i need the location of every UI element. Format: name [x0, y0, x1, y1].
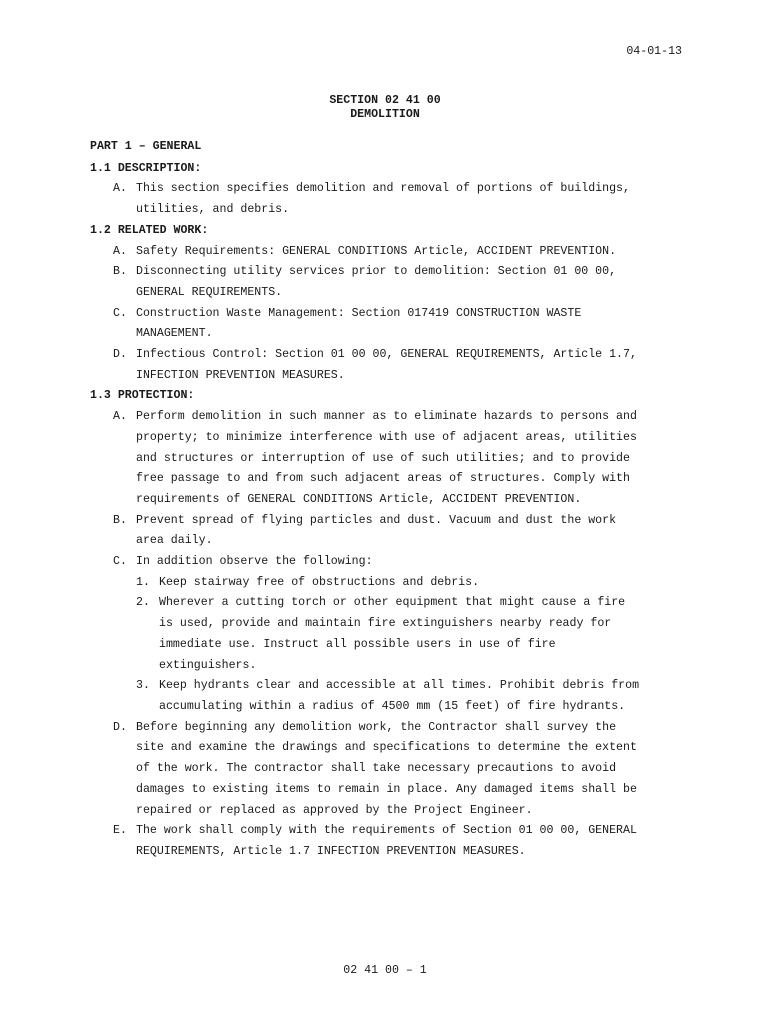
- item-label: D.: [113, 348, 127, 362]
- item-label: D.: [113, 720, 127, 734]
- item-label: B.: [113, 265, 127, 279]
- section-title: DEMOLITION: [350, 108, 420, 121]
- item-text: Before beginning any demolition work, the Contractor shall survey the site and examine the drawings and specifications to determine the extent of the work. The contractor shall take necessary precautions to avoid damages to existing items to remain in place. Any damaged items shall be repaired or replaced as approved by the Project Engineer.: [136, 720, 637, 817]
- part-heading: PART 1 – GENERAL: [90, 140, 202, 153]
- item-label: B.: [113, 513, 127, 527]
- list-item: [113, 821, 690, 862]
- item-text: Safety Requirements: GENERAL CONDITIONS Article, ACCIDENT PREVENTION.: [136, 244, 617, 258]
- list-item: [113, 718, 690, 822]
- list-item: [113, 552, 690, 573]
- item-text: Prevent spread of flying particles and dust. Vacuum and dust the work area daily.: [136, 513, 617, 548]
- item-label: A.: [113, 244, 127, 258]
- list-item: [113, 407, 690, 511]
- page-footer: 02 41 00 – 1: [343, 964, 427, 977]
- article-heading: 1.1 DESCRIPTION:: [90, 161, 202, 175]
- list-item: [113, 304, 690, 345]
- article-heading: 1.3 PROTECTION:: [90, 389, 195, 403]
- item-label: C.: [113, 306, 127, 320]
- item-label: E.: [113, 824, 127, 838]
- item-text: Perform demolition in such manner as to eliminate hazards to persons and property; to minimize interference with use of adjacent areas, utilities and structures or interruption of use of such utilities; and to provide free passage to and from such adjacent areas of structures. Comply with requirements of GENERAL CONDITIONS Article, ACCIDENT PREVENTION.: [136, 410, 637, 506]
- document-body: [90, 137, 690, 863]
- header-date: 04-01-13: [626, 45, 682, 58]
- subitem-label: 3.: [136, 679, 150, 693]
- article-heading: 1.2 RELATED WORK:: [90, 223, 209, 237]
- item-text: This section specifies demolition and removal of portions of buildings, utilities, and debris.: [136, 182, 630, 217]
- subitem-label: 2.: [136, 596, 150, 610]
- list-item: [113, 179, 690, 220]
- list-item: [113, 242, 690, 263]
- sub-list-item: [136, 573, 690, 594]
- item-label: A.: [113, 410, 127, 424]
- item-text: Construction Waste Management: Section 017419 CONSTRUCTION WASTE MANAGEMENT.: [136, 306, 582, 341]
- sub-list-item: [136, 676, 690, 717]
- list-item: [113, 511, 690, 552]
- subitem-label: 1.: [136, 575, 150, 589]
- item-text: In addition observe the following:: [136, 555, 373, 569]
- sub-list-item: [136, 593, 690, 676]
- list-item: [113, 345, 690, 386]
- item-label: A.: [113, 182, 127, 196]
- title-block: [0, 94, 770, 122]
- section-number: SECTION 02 41 00: [329, 94, 441, 107]
- item-text: Disconnecting utility services prior to demolition: Section 01 00 00, GENERAL REQUIREMENTS.: [136, 265, 617, 299]
- item-text: The work shall comply with the requirements of Section 01 00 00, GENERAL REQUIREMENTS, Article 1.7 INFECTION PREVENTION MEASURES.: [136, 824, 637, 858]
- subitem-text: Keep hydrants clear and accessible at all times. Prohibit debris from accumulating within a radius of 4500 mm (15 feet) of fire hydrants.: [159, 679, 640, 713]
- subitem-text: Keep stairway free of obstructions and debris.: [159, 575, 480, 589]
- item-text: Infectious Control: Section 01 00 00, GENERAL REQUIREMENTS, Article 1.7, INFECTION PREVENTION MEASURES.: [136, 348, 637, 382]
- list-item: [113, 262, 690, 303]
- subitem-text: Wherever a cutting torch or other equipment that might cause a fire is used, provide and maintain fire extinguishers nearby ready for immediate use. Instruct all possible users in use of fire extinguishers.: [159, 596, 626, 672]
- item-label: C.: [113, 555, 127, 569]
